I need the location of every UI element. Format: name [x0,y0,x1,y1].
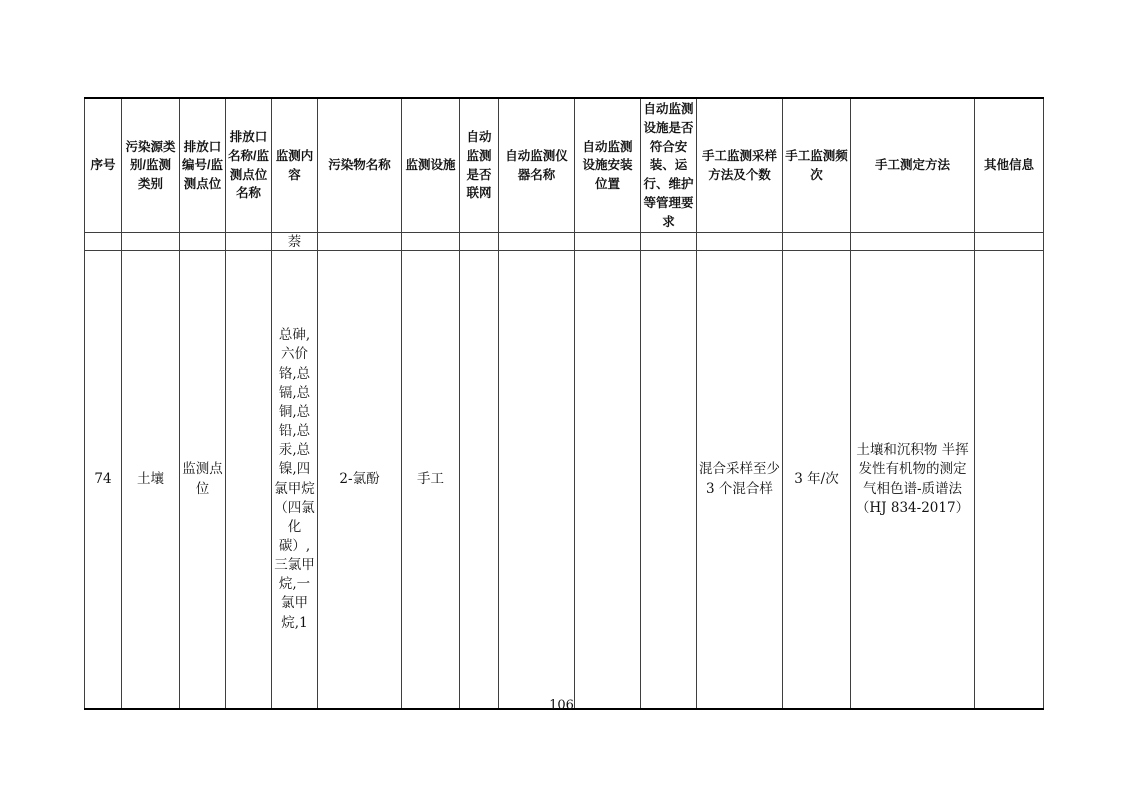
column-header-auto-install-location: 自动监测设施安装位置 [575,98,641,233]
column-header-serial: 序号 [85,98,122,233]
column-header-monitoring-content: 监测内容 [272,98,318,233]
cell-category [122,233,180,251]
monitoring-table [84,97,1044,710]
cell-outlet-code: 监测点位 [180,251,226,709]
column-header-manual-frequency: 手工监测频次 [783,98,851,233]
column-header-other-info: 其他信息 [975,98,1044,233]
cell-manual-sampling-method: 混合采样至少 3 个混合样 [697,251,783,709]
column-header-pollutant-name: 污染物名称 [318,98,402,233]
cell-outlet-name [226,233,272,251]
cell-auto-instrument-name [499,251,575,709]
cell-auto-instrument-name [499,233,575,251]
cell-auto-networked [460,251,499,709]
column-header-manual-test-method: 手工测定方法 [851,98,975,233]
cell-other-info [975,251,1044,709]
cell-auto-install-location [575,251,641,709]
column-header-outlet-name: 排放口名称/监测点位名称 [226,98,272,233]
cell-manual-frequency [783,233,851,251]
table-row-continuation [85,233,1044,251]
cell-outlet-code [180,233,226,251]
cell-pollutant-name [318,233,402,251]
cell-other-info [975,233,1044,251]
column-header-manual-sampling-method: 手工监测采样方法及个数 [697,98,783,233]
cell-outlet-name [226,251,272,709]
cell-auto-compliance [641,233,697,251]
table-row-74 [85,251,1044,709]
cell-manual-test-method: 土壤和沉积物 半挥发性有机物的测定 气相色谱-质谱法（HJ 834-2017） [851,251,975,709]
cell-auto-networked [460,233,499,251]
cell-manual-frequency: 3 年/次 [783,251,851,709]
column-header-monitoring-facility: 监测设施 [402,98,460,233]
cell-auto-install-location [575,233,641,251]
cell-serial: 74 [85,251,122,709]
cell-manual-sampling-method [697,233,783,251]
table-header-row [85,98,1044,233]
cell-monitoring-facility: 手工 [402,251,460,709]
column-header-pollution-source-category: 污染源类别/监测类别 [122,98,180,233]
cell-category: 土壤 [122,251,180,709]
cell-auto-compliance [641,251,697,709]
column-header-auto-instrument-name: 自动监测仪器名称 [499,98,575,233]
column-header-auto-compliance: 自动监测设施是否符合安装、运行、维护等管理要求 [641,98,697,233]
cell-monitoring-content: 萘 [272,233,318,251]
page-number: 106 [549,698,574,713]
cell-pollutant-name: 2-氯酚 [318,251,402,709]
column-header-auto-networked: 自动监测是否联网 [460,98,499,233]
cell-serial [85,233,122,251]
cell-monitoring-content: 总砷,六价铬,总镉,总铜,总铅,总汞,总镍,四氯甲烷（四氯化碳）,三氯甲烷,一氯甲烷,1 [272,251,318,709]
column-header-outlet-code: 排放口编号/监测点位 [180,98,226,233]
cell-monitoring-facility [402,233,460,251]
cell-manual-test-method [851,233,975,251]
